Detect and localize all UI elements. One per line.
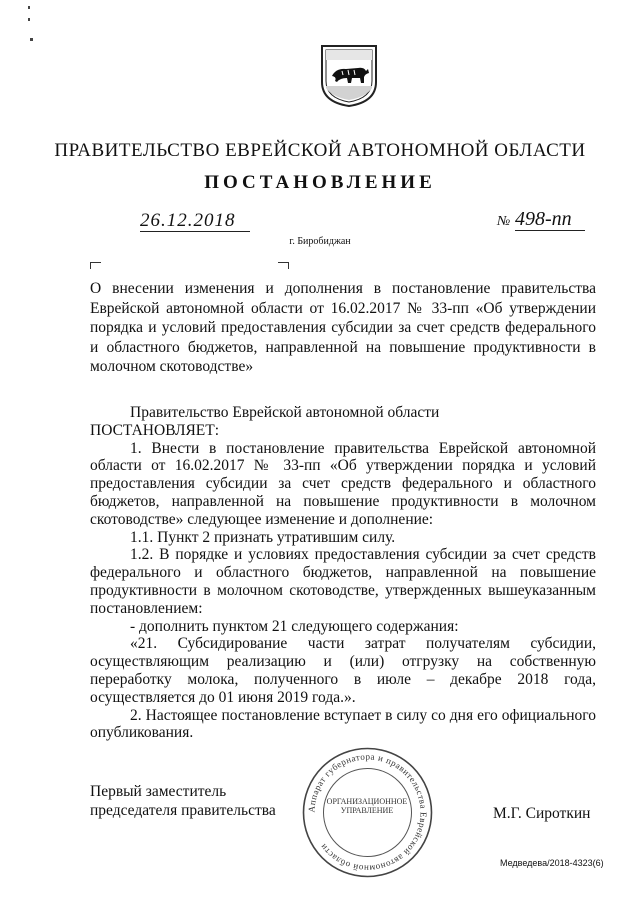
document-type: ПОСТАНОВЛЕНИЕ — [204, 172, 436, 193]
stamp-ring-text: Аппарат губернатора и правительства Еврейской автономной области — [306, 751, 429, 874]
coat-of-arms-emblem — [318, 42, 380, 108]
paragraph: 2. Настоящее постановление вступает в силу со дня его официального опубликования. — [90, 706, 596, 742]
paragraph: «21. Субсидирование части затрат получателям субсидии, осуществляющим реализацию и (или) отгрузку на собственную переработку молока, полученного в июле – декабре 2018 года, осуществляется до 01 июня 2019 года.». — [90, 635, 596, 706]
scan-mark — [28, 18, 30, 21]
subject-corner-bracket — [278, 262, 289, 269]
city-name: г. Биробиджан — [289, 236, 351, 247]
lead-line: Правительство Еврейской автономной области — [130, 404, 440, 421]
document-date: 26.12.2018 — [140, 211, 250, 232]
scan-mark — [30, 38, 33, 41]
scan-mark — [28, 6, 30, 9]
paragraph: 1. Внести в постановление правительства Еврейской автономной области от 16.02.2017 № 33-пп «Об утверждении порядка и условий предоставления субсидии за счет средств федерального и областного бюджетов, направленной на повышение продуктивности в молочном скотоводстве» следующее изменение и дополнение: — [90, 439, 596, 528]
number-prefix: № — [497, 214, 511, 229]
decree-line: ПОСТАНОВЛЯЕТ: — [90, 421, 220, 439]
signatory-position — [90, 782, 276, 820]
position-line: председателя правительства — [90, 802, 276, 819]
paragraph: - дополнить пунктом 21 следующего содержания: — [130, 617, 459, 635]
signatory-name: М.Г. Сироткин — [493, 805, 591, 822]
government-title: ПРАВИТЕЛЬСТВО ЕВРЕЙСКОЙ АВТОНОМНОЙ ОБЛАСТИ — [54, 140, 586, 161]
document-number: 498-пп — [515, 208, 585, 231]
paragraph: 1.2. В порядке и условиях предоставления субсидии за счет средств федерального и областного бюджетов, направленной на повышение продуктивности в молочном скотоводстве, утвержденных вышеуказанным постановлением: — [90, 546, 596, 617]
footer-reference: Медведева/2018-4323(6) — [500, 858, 604, 868]
position-line: Первый заместитель — [90, 783, 227, 800]
document-subject: О внесении изменения и дополнения в постановление правительства Еврейской автономной области от 16.02.2017 № 33-пп «Об утверждении порядка и условий предоставления субсидии за счет средств федерального и областного бюджетов, направленной на повышение продуктивности в молочном скотоводстве» — [90, 280, 596, 375]
subject-corner-bracket — [90, 262, 101, 269]
stamp-center-text: ОРГАНИЗАЦИОННОЕ УПРАВЛЕНИЕ — [326, 797, 408, 815]
document-body — [90, 404, 596, 742]
paragraph: 1.1. Пункт 2 признать утратившим силу. — [130, 528, 396, 546]
